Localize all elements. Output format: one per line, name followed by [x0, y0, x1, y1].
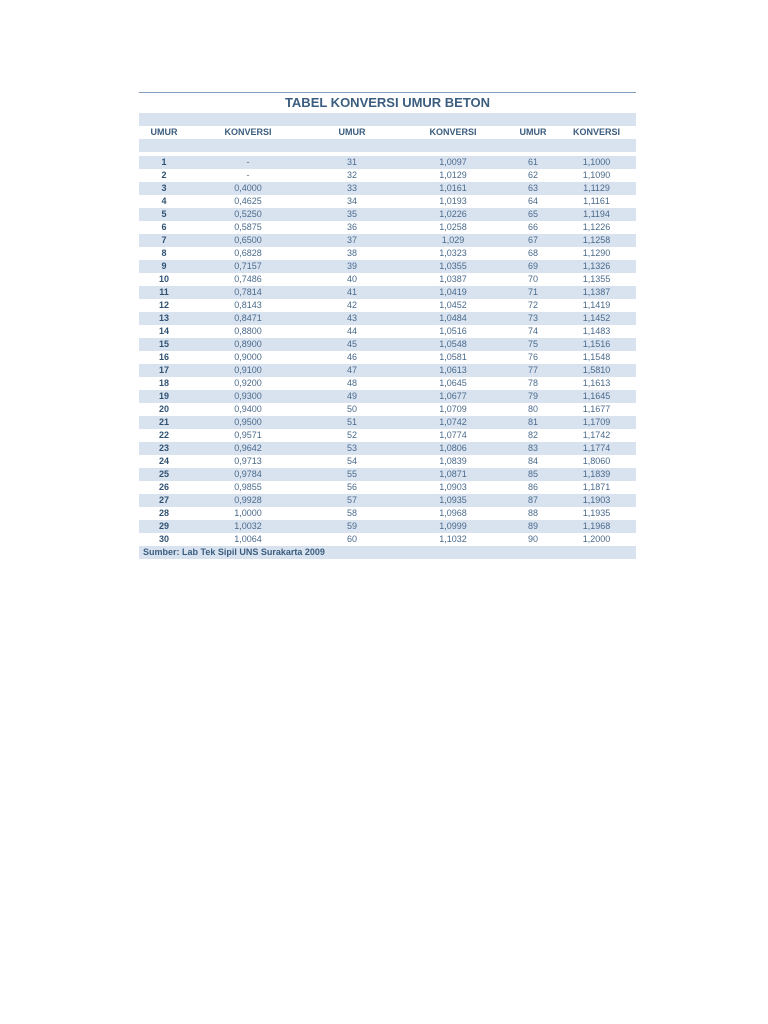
- table-cell: 1,0774: [439, 430, 467, 440]
- table-cell: 0,9784: [234, 469, 262, 479]
- table-cell: 47: [346, 365, 357, 375]
- table-cell: 0,5875: [234, 222, 262, 232]
- table-body: [139, 156, 636, 546]
- table-row: [139, 416, 636, 429]
- table-cell: 55: [346, 469, 357, 479]
- header-konversi-2: KONVERSI: [429, 127, 477, 137]
- table-cell: 1,0677: [439, 391, 467, 401]
- table-cell: 26: [158, 482, 169, 492]
- table-cell: 1: [161, 157, 167, 167]
- source-note: Sumber: Lab Tek Sipil UNS Surakarta 2009: [139, 546, 636, 559]
- table-cell: 1,0323: [439, 248, 467, 258]
- table-cell: 1,0839: [439, 456, 467, 466]
- table-cell: 67: [527, 235, 538, 245]
- table-row: [139, 494, 636, 507]
- header-konversi-3: KONVERSI: [572, 127, 620, 137]
- table-cell: 1,0935: [439, 495, 467, 505]
- table-cell: 45: [346, 339, 357, 349]
- table-cell: 10: [158, 274, 169, 284]
- table-cell: 1,0484: [439, 313, 467, 323]
- header-konversi-1: KONVERSI: [224, 127, 272, 137]
- table-row: [139, 468, 636, 481]
- header-band-lower: [139, 139, 636, 152]
- table-row: [139, 364, 636, 377]
- table-cell: 43: [346, 313, 357, 323]
- table-cell: 1,1000: [582, 157, 611, 167]
- table-cell: 0,4625: [234, 196, 262, 206]
- table-row: [139, 390, 636, 403]
- table-cell: 1,1419: [582, 300, 611, 310]
- table-cell: 69: [527, 261, 538, 271]
- table-cell: 0,9300: [234, 391, 262, 401]
- table-cell: 1,1355: [582, 274, 611, 284]
- table-cell: 1,1968: [582, 521, 611, 531]
- table-row: [139, 156, 636, 169]
- table-cell: 1,1548: [582, 352, 611, 362]
- table-row: [139, 260, 636, 273]
- table-cell: 1,1452: [582, 313, 611, 323]
- table-cell: 50: [346, 404, 357, 414]
- table-cell: 1,0355: [439, 261, 467, 271]
- table-cell: 1,0000: [234, 508, 262, 518]
- table-cell: 1,0645: [439, 378, 467, 388]
- table-cell: 1,1903: [582, 495, 611, 505]
- table-cell: 39: [346, 261, 357, 271]
- table-cell: 12: [158, 300, 169, 310]
- table-cell: 73: [527, 313, 538, 323]
- table-cell: 78: [527, 378, 538, 388]
- table-cell: 11: [159, 287, 169, 297]
- table-cell: 1,1326: [582, 261, 611, 271]
- table-cell: 46: [346, 352, 357, 362]
- table-cell: 14: [158, 326, 169, 336]
- table-cell: 27: [158, 495, 169, 505]
- table-row: [139, 403, 636, 416]
- table-cell: 0,9571: [234, 430, 262, 440]
- table-cell: 35: [346, 209, 357, 219]
- table-cell: 1,0064: [234, 534, 262, 544]
- table-cell: 1,1709: [582, 417, 611, 427]
- table-cell: 29: [158, 521, 169, 531]
- table-cell: 1,1742: [582, 430, 611, 440]
- table-row: [139, 507, 636, 520]
- table-cell: 18: [158, 378, 169, 388]
- table-cell: 1,1226: [582, 222, 611, 232]
- table-cell: 0,8900: [234, 339, 262, 349]
- table-row: [139, 247, 636, 260]
- table-row: [139, 208, 636, 221]
- table-cell: 82: [527, 430, 538, 440]
- table-cell: 38: [346, 248, 357, 258]
- table-cell: 41: [346, 287, 357, 297]
- header-umur-3: UMUR: [519, 127, 547, 137]
- table-cell: 32: [346, 170, 357, 180]
- table-cell: 44: [346, 326, 357, 336]
- table-cell: 0,5250: [234, 209, 262, 219]
- table-cell: 1,1129: [583, 183, 610, 193]
- table-row: [139, 169, 636, 182]
- table-cell: 15: [158, 339, 169, 349]
- table-cell: 4: [161, 196, 167, 206]
- table-cell: 0,9000: [234, 352, 262, 362]
- table-cell: 1,0258: [439, 222, 467, 232]
- table-cell: 7: [161, 235, 167, 245]
- table-cell: 0,4000: [234, 183, 262, 193]
- table-cell: 59: [346, 521, 357, 531]
- table-cell: 77: [527, 365, 538, 375]
- table-cell: 1,1194: [583, 209, 610, 219]
- table-cell: 71: [527, 287, 538, 297]
- table-row: [139, 312, 636, 325]
- table-cell: 1,0129: [439, 170, 467, 180]
- table-cell: 58: [346, 508, 357, 518]
- table-cell: 1,5810: [582, 365, 611, 375]
- table-cell: 2: [161, 170, 167, 180]
- table-cell: 17: [158, 365, 169, 375]
- table-row: [139, 182, 636, 195]
- table-row: [139, 221, 636, 234]
- table-cell: 76: [527, 352, 538, 362]
- table-cell: 0,8143: [234, 300, 262, 310]
- table-cell: 85: [527, 469, 538, 479]
- table-cell: 1,1613: [582, 378, 611, 388]
- table-cell: 22: [158, 430, 169, 440]
- table-cell: 1,1871: [582, 482, 611, 492]
- table-cell: 68: [527, 248, 538, 258]
- table-header: [139, 126, 636, 139]
- table-cell: 33: [346, 183, 357, 193]
- table-cell: 1,0419: [439, 287, 467, 297]
- table-cell: 48: [346, 378, 357, 388]
- table-row: [139, 533, 636, 546]
- table-cell: 5: [161, 209, 167, 219]
- table-cell: 1,0709: [439, 404, 467, 414]
- table-cell: 8: [161, 248, 167, 258]
- table-cell: -: [246, 157, 250, 167]
- table-cell: 1,029: [441, 235, 465, 245]
- table-cell: 57: [346, 495, 357, 505]
- table-cell: 6: [161, 222, 167, 232]
- table-cell: 0,9855: [234, 482, 262, 492]
- table-cell: 1,1483: [582, 326, 611, 336]
- table-row: [139, 481, 636, 494]
- table-cell: 1,0516: [439, 326, 467, 336]
- table-cell: 1,1290: [582, 248, 611, 258]
- table-cell: 13: [158, 313, 169, 323]
- table-cell: 21: [158, 417, 169, 427]
- table-cell: 19: [158, 391, 169, 401]
- table-cell: 51: [346, 417, 357, 427]
- table-cell: 25: [158, 469, 169, 479]
- table-cell: 0,8471: [234, 313, 262, 323]
- table-row: [139, 195, 636, 208]
- table-cell: 1,0806: [439, 443, 467, 453]
- table-cell: 75: [527, 339, 538, 349]
- table-cell: 72: [527, 300, 538, 310]
- table-cell: 53: [346, 443, 357, 453]
- table-cell: 30: [158, 534, 169, 544]
- table-cell: 65: [527, 209, 538, 219]
- table-cell: -: [246, 170, 250, 180]
- table-cell: 1,0871: [439, 469, 467, 479]
- table-cell: 1,0613: [439, 365, 467, 375]
- table-cell: 60: [346, 534, 357, 544]
- table-cell: 64: [527, 196, 538, 206]
- table-cell: 1,1935: [582, 508, 611, 518]
- table-cell: 28: [158, 508, 169, 518]
- table-cell: 36: [346, 222, 357, 232]
- table-cell: 1,1032: [439, 534, 467, 544]
- table-cell: 87: [527, 495, 538, 505]
- table-cell: 54: [346, 456, 357, 466]
- table-cell: 86: [527, 482, 538, 492]
- table-cell: 0,8800: [234, 326, 262, 336]
- table-cell: 90: [527, 534, 538, 544]
- table-cell: 1,0387: [439, 274, 467, 284]
- table-cell: 83: [527, 443, 538, 453]
- table-row: [139, 455, 636, 468]
- table-cell: 37: [346, 235, 357, 245]
- table-cell: 0,9100: [234, 365, 262, 375]
- table-cell: 49: [346, 391, 357, 401]
- table-cell: 0,9713: [234, 456, 262, 466]
- table-cell: 1,0452: [439, 300, 467, 310]
- table-cell: 1,1516: [582, 339, 611, 349]
- table-cell: 0,7157: [234, 261, 262, 271]
- table-cell: 0,9928: [234, 495, 262, 505]
- table-title: TABEL KONVERSI UMUR BETON: [284, 95, 491, 110]
- table-cell: 63: [527, 183, 538, 193]
- table-cell: 1,0903: [439, 482, 467, 492]
- table-cell: 56: [346, 482, 357, 492]
- table-cell: 16: [158, 352, 169, 362]
- table-cell: 40: [346, 274, 357, 284]
- table-cell: 88: [527, 508, 538, 518]
- table-cell: 23: [158, 443, 169, 453]
- table-row: [139, 429, 636, 442]
- table-cell: 74: [527, 326, 538, 336]
- table-cell: 89: [527, 521, 538, 531]
- table-row: [139, 351, 636, 364]
- table-cell: 1,0742: [439, 417, 467, 427]
- table-cell: 1,0581: [439, 352, 467, 362]
- table-cell: 0,9200: [234, 378, 262, 388]
- table-cell: 1,0548: [439, 339, 467, 349]
- table-cell: 1,1839: [582, 469, 611, 479]
- table-cell: 42: [346, 300, 357, 310]
- table-cell: 1,1645: [582, 391, 611, 401]
- table-cell: 1,2000: [582, 534, 611, 544]
- table-cell: 70: [527, 274, 538, 284]
- table-row: [139, 338, 636, 351]
- table-row: [139, 299, 636, 312]
- table-row: [139, 520, 636, 533]
- table-cell: 1,1161: [583, 196, 610, 206]
- table-cell: 9: [161, 261, 167, 271]
- header-umur-2: UMUR: [338, 127, 366, 137]
- table-cell: 0,6828: [234, 248, 262, 258]
- table-row: [139, 286, 636, 299]
- table-row: [139, 234, 636, 247]
- table-row: [139, 273, 636, 286]
- table-cell: 66: [527, 222, 538, 232]
- conversion-table: [139, 92, 636, 559]
- table-cell: 0,6500: [234, 235, 262, 245]
- table-cell: 31: [346, 157, 357, 167]
- table-cell: 1,0968: [439, 508, 467, 518]
- table-cell: 1,0999: [439, 521, 467, 531]
- table-cell: 0,9500: [234, 417, 262, 427]
- table-cell: 1,0161: [439, 183, 467, 193]
- table-cell: 62: [527, 170, 538, 180]
- header-band: [139, 113, 636, 126]
- table-cell: 1,8060: [582, 456, 611, 466]
- table-row: [139, 325, 636, 338]
- table-cell: 81: [527, 417, 538, 427]
- table-cell: 1,1387: [582, 287, 611, 297]
- table-cell: 1,0193: [439, 196, 467, 206]
- table-cell: 34: [346, 196, 357, 206]
- header-umur-1: UMUR: [150, 127, 178, 137]
- table-cell: 0,7814: [234, 287, 262, 297]
- table-cell: 1,1774: [582, 443, 611, 453]
- table-cell: 1,0226: [439, 209, 467, 219]
- table-row: [139, 442, 636, 455]
- table-cell: 1,0097: [439, 157, 467, 167]
- table-cell: 3: [161, 183, 167, 193]
- table-cell: 52: [346, 430, 357, 440]
- table-cell: 0,9642: [234, 443, 262, 453]
- table-cell: 61: [527, 157, 538, 167]
- table-cell: 79: [527, 391, 538, 401]
- table-cell: 80: [527, 404, 538, 414]
- table-cell: 0,7486: [234, 274, 262, 284]
- table-cell: 84: [527, 456, 538, 466]
- table-cell: 24: [158, 456, 169, 466]
- table-cell: 0,9400: [234, 404, 262, 414]
- table-cell: 20: [158, 404, 169, 414]
- table-cell: 1,1677: [582, 404, 611, 414]
- table-cell: 1,1090: [582, 170, 611, 180]
- table-row: [139, 377, 636, 390]
- table-cell: 1,1258: [582, 235, 611, 245]
- table-cell: 1,0032: [234, 521, 262, 531]
